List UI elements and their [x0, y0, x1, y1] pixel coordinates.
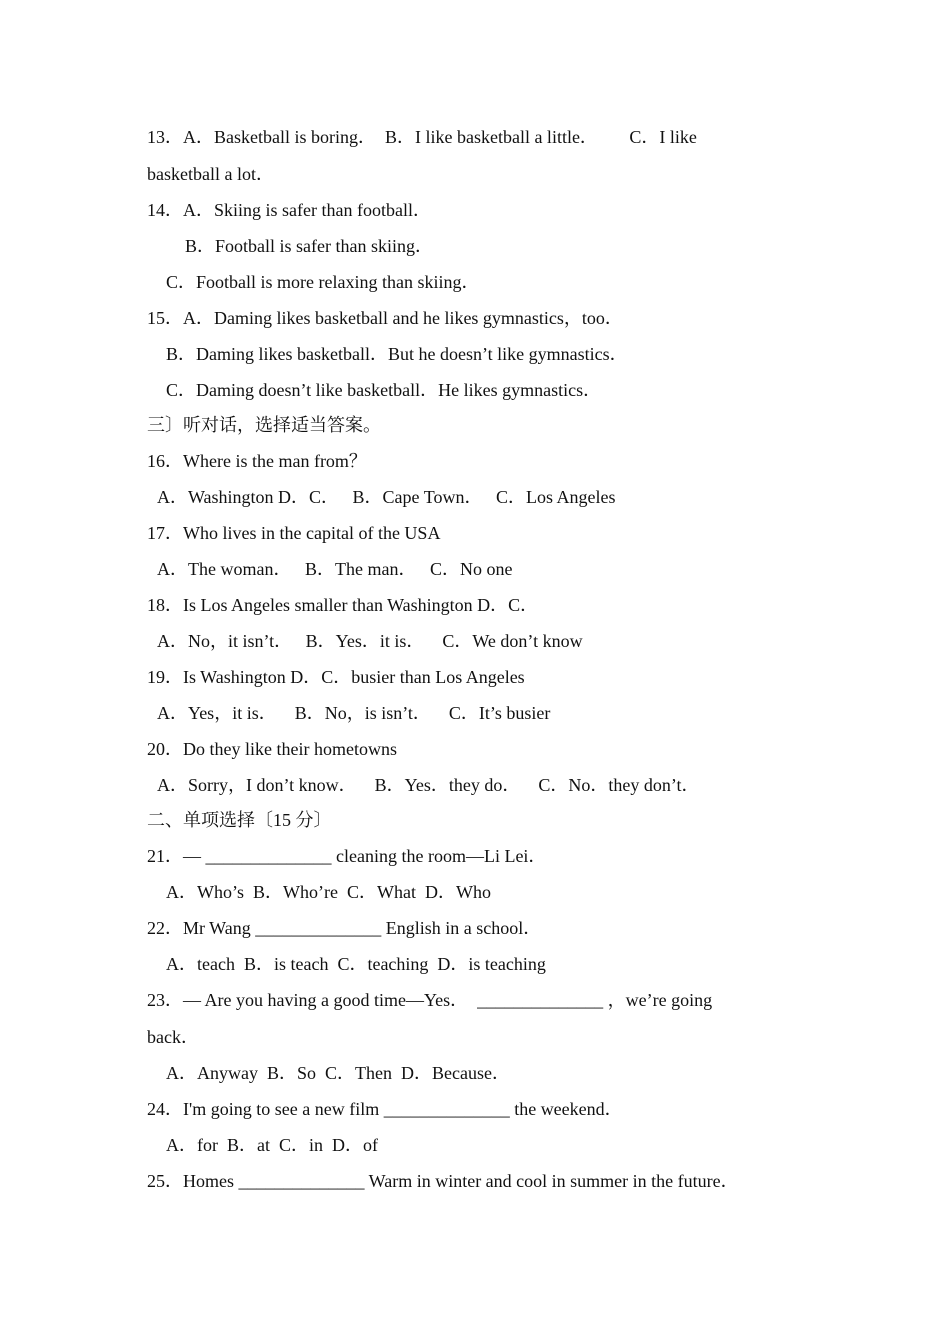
question-18: 18．Is Los Angeles smaller than Washington D．C．	[147, 595, 539, 615]
question-17-options: A．The woman． B．The man． C．No one	[157, 559, 513, 579]
question-21-options: A．Who’s B．Who’re C．What D．Who	[166, 882, 491, 902]
question-14-option-c: C．Football is more relaxing than skiing．	[166, 272, 480, 292]
question-19-options: A．Yes，it is． B．No，is isn’t． C．It’s busier	[157, 703, 551, 723]
question-20: 20．Do they like their hometowns	[147, 739, 397, 759]
question-25: 25．Homes ______________ Warm in winter and cool in summer in the future．	[147, 1171, 739, 1191]
question-13-options-line1: 13．A．Basketball is boring． B．I like basketball a little． C．I like	[147, 127, 697, 147]
question-22-options: A．teach B．is teach C．teaching D．is teaching	[166, 954, 546, 974]
section-heading-dialogue: 三〕听对话，选择适当答案。	[147, 415, 381, 435]
question-15-option-a: 15．A．Daming likes basketball and he likes gymnastics，too．	[147, 308, 623, 328]
question-13-options-line2: basketball a lot．	[147, 164, 274, 184]
question-21: 21．— ______________ cleaning the room—Li Lei．	[147, 846, 547, 866]
question-16: 16．Where is the man from？	[147, 451, 367, 471]
question-17: 17．Who lives in the capital of the USA	[147, 523, 441, 543]
question-18-options: A．No，it isn’t． B．Yes．it is． C．We don’t know	[157, 631, 583, 651]
question-24: 24．I'm going to see a new film ______________ the weekend．	[147, 1099, 623, 1119]
question-14-option-b: B．Football is safer than skiing．	[185, 236, 433, 256]
question-20-options: A．Sorry，I don’t know． B．Yes．they do． C．No．they don’t．	[157, 775, 700, 795]
question-23-options: A．Anyway B．So C．Then D．Because．	[166, 1063, 510, 1083]
question-23-line2: back．	[147, 1027, 199, 1047]
question-19: 19．Is Washington D．C．busier than Los Angeles	[147, 667, 525, 687]
section-heading-single-choice: 二、单项选择〔15 分〕	[147, 810, 332, 830]
question-14-option-a: 14．A．Skiing is safer than football．	[147, 200, 431, 220]
question-15-option-c: C．Daming doesn’t like basketball．He likes gymnastics．	[166, 380, 602, 400]
question-22: 22．Mr Wang ______________ English in a school．	[147, 918, 542, 938]
question-15-option-b: B．Daming likes basketball．But he doesn’t like gymnastics．	[166, 344, 628, 364]
question-24-options: A．for B．at C．in D．of	[166, 1135, 378, 1155]
question-23-line1: 23．— Are you having a good time—Yes． ______________ ，we’re going	[147, 990, 713, 1010]
question-16-options: A．Washington D．C． B．Cape Town． C．Los Angeles	[157, 487, 616, 507]
